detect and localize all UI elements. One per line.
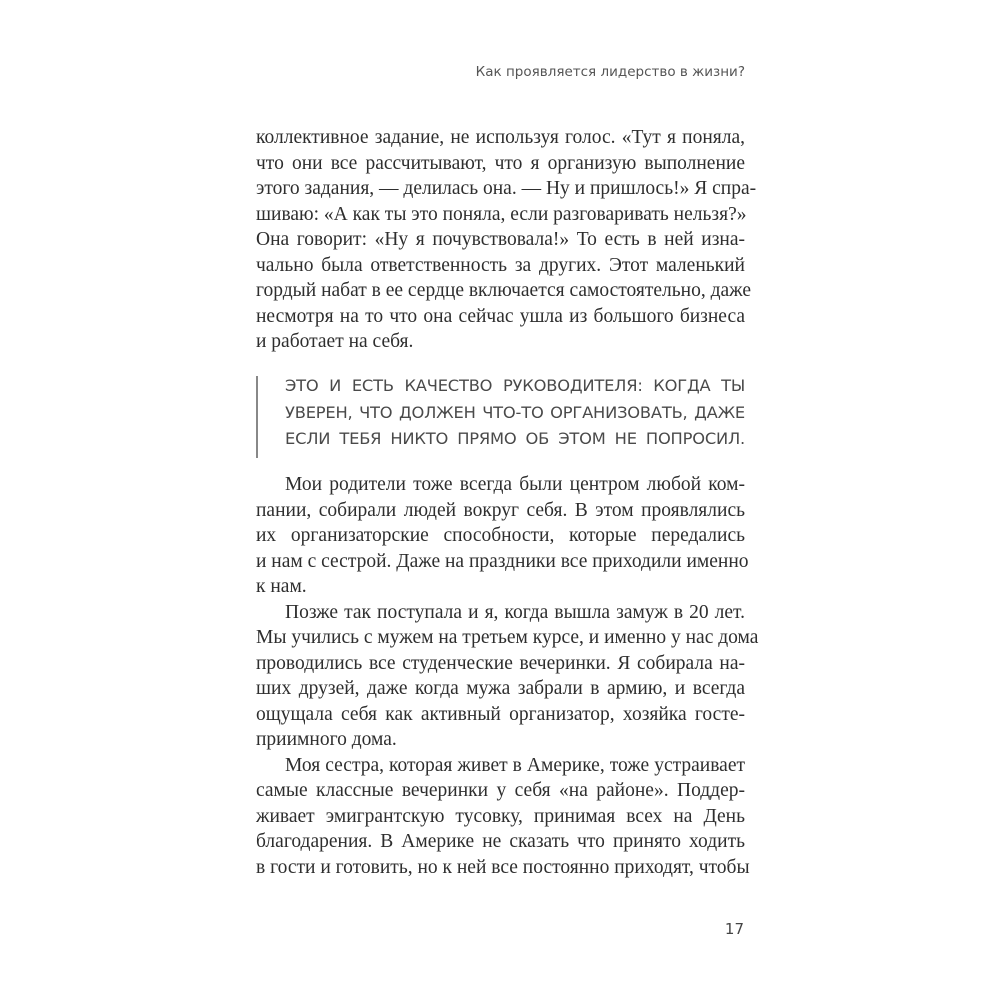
- text-line: коллективное задание, не используя голос. «Тут я поняла,: [256, 127, 745, 148]
- text-line: живает эмигрантскую тусовку, принимая всех на День: [256, 805, 745, 827]
- text-line: этого задания, — делилась она. — Ну и пришлось!» Я спра-: [256, 178, 757, 199]
- text-line: самые классные вечеринки у себя «на районе». Поддер-: [256, 780, 745, 801]
- text-line: ощущала себя как активный организатор, хозяйка госте-: [256, 703, 745, 725]
- quote-line: УВЕРЕН, ЧТО ДОЛЖЕН ЧТО-ТО ОРГАНИЗОВАТЬ, ДАЖЕ: [285, 402, 745, 422]
- text-line: Мои родители тоже всегда были центром любой ком-: [285, 474, 745, 495]
- text-line: приимного дома.: [256, 729, 397, 750]
- text-line: Моя сестра, которая живет в Америке, тоже устраивает: [285, 754, 745, 776]
- quote-bar: [256, 376, 258, 458]
- page-number: 17: [724, 920, 744, 938]
- text-line: благодарения. В Америке не сказать что принято ходить: [256, 831, 745, 852]
- text-line: что они все рассчитывают, что я организую выполнение: [256, 152, 745, 174]
- text-line: в гости и готовить, но к ней все постоянно приходят, чтобы: [256, 856, 750, 878]
- quote-line: ЭТО И ЕСТЬ КАЧЕСТВО РУКОВОДИТЕЛЯ: КОГДА ТЫ: [285, 376, 745, 395]
- quote-line: ЕСЛИ ТЕБЯ НИКТО ПРЯМО ОБ ЭТОМ НЕ ПОПРОСИЛ.: [285, 429, 745, 448]
- text-line: Мы учились с мужем на третьем курсе, и именно у нас дома: [256, 627, 759, 648]
- text-line: и нам с сестрой. Даже на праздники все приходили именно: [256, 550, 749, 572]
- text-line: Она говорит: «Ну я почувствовала!» То есть в ней изна-: [256, 229, 745, 250]
- text-line: чально была ответственность за других. Этот маленький: [256, 254, 745, 276]
- text-line: проводились все студенческие вечеринки. Я собирала на-: [256, 652, 745, 674]
- text-line: Позже так поступала и я, когда вышла замуж в 20 лет.: [285, 601, 745, 623]
- text-line: шиваю: «А как ты это поняла, если разговаривать нельзя?»: [256, 203, 747, 225]
- text-line: пании, собирали людей вокруг себя. В этом проявлялись: [256, 499, 745, 521]
- running-header: Как проявляется лидерство в жизни?: [475, 64, 745, 80]
- text-line: гордый набат в ее сердце включается самостоятельно, даже: [256, 280, 752, 301]
- text-line: к нам.: [256, 576, 307, 597]
- text-line: и работает на себя.: [256, 331, 414, 352]
- text-line: их организаторские способности, которые передались: [256, 525, 745, 546]
- text-line: ших друзей, даже когда мужа забрали в армию, и всегда: [256, 678, 745, 699]
- text-line: несмотря на то что она сейчас ушла из большого бизнеса: [256, 305, 745, 327]
